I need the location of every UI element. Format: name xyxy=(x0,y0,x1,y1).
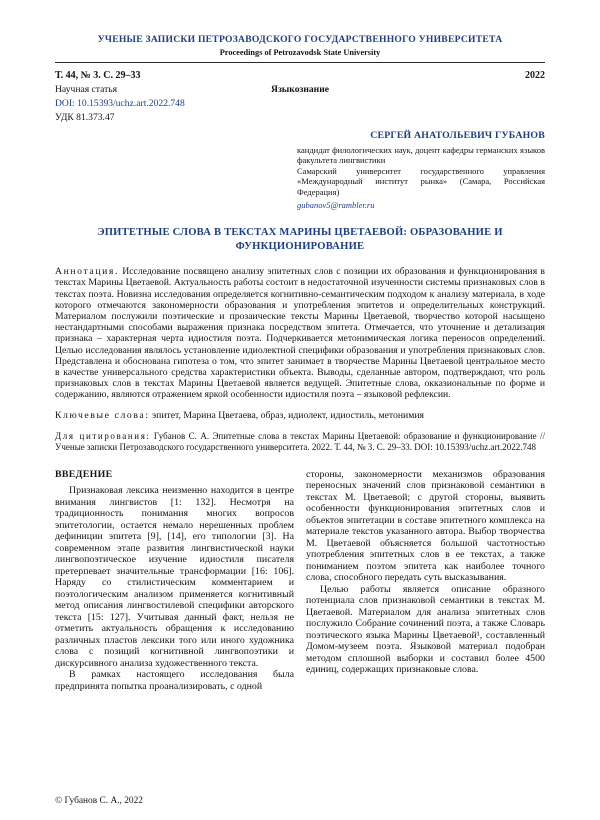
left-column xyxy=(55,469,294,693)
section-label: Языкознание xyxy=(271,84,329,95)
author-email-link[interactable]: gubanov5@rambler.ru xyxy=(297,199,375,210)
copyright-notice: © Губанов С. А., 2022 xyxy=(55,796,143,806)
keywords-paragraph xyxy=(55,410,545,421)
intro-heading: ВВЕДЕНИЕ xyxy=(55,468,113,480)
abstract-text: Исследование посвящено анализу эпитетных слов с позиции их образования и функционирования в текстах Марины Цветаевой. Актуальность работы состоит в недостаточной изученности системы признаковых слов в текстах поэта. Новизна исследования определяется когнитивно-семантическим подходом к анализу материала, в ходе которого отмечаются закономерности образования и употребления эпитетов и определительных конструкций. Материалом послужили поэтические и прозаические тексты Марины Цветаевой, творчество которой насыщено нестандартными способами выражения признака посредством эпитета. Отмечается, что уточнение и детализация признака – характерная черта идиостиля поэта. Подчеркивается метонимическая логика переносов определений. Целью исследования являлось установление идиолектной специфики образования и употребления признаковых слов. Представлена и обоснована гипотеза о том, что эпитет занимает в творчестве Марины Цветаевой центральное место в качестве универсального средства характеристики объекта. Выводы, сделанные автором, подтверждают, что роль признаковых слов в текстах Марины Цветаевой является ведущей. Эпитетные слова, окказиональные по форме и содержанию, являются отражением яркой особенности идиостиля поэта – языковой рефлексии. xyxy=(55,266,545,401)
volume-info: Т. 44, № 3. С. 29–33 xyxy=(55,70,141,81)
body-paragraph: стороны, закономерности механизмов образования переносных значений слов признаковой семантики в текстах М. Цветаевой; с другой стороны, выявить особенности функционирования эпитетных слов и объектов эпитетации в составе эпитетного комплекса на материале текстов указанного автора. Выбор творчества М. Цветаевой объясняется большой частотностью употребления эпитетных слов в ее текстах, а также пониманием поэтом эпитета как наиболее точного слова, способного передать суть высказывания. xyxy=(306,468,545,584)
journal-header xyxy=(55,34,545,57)
two-column-body xyxy=(55,469,545,693)
keywords-text: эпитет, Марина Цветаева, образ, идиолект, идиостиль, метонимия xyxy=(151,410,424,422)
abstract-paragraph xyxy=(55,266,545,400)
volume-year-row xyxy=(55,70,545,81)
publication-year: 2022 xyxy=(525,70,545,81)
abstract-label: Аннотация. xyxy=(55,266,119,278)
header-divider xyxy=(55,62,545,63)
author-affiliation: Самарский университет государственного управления «Международный институт рынка» (Самара, Российская Федерация) xyxy=(297,165,545,197)
doi-link[interactable]: DOI: 10.15393/uchz.art.2022.748 xyxy=(55,98,185,109)
journal-title-en: Proceedings of Petrozavodsk State University xyxy=(219,48,381,57)
article-title: ЭПИТЕТНЫЕ СЛОВА В ТЕКСТАХ МАРИНЫ ЦВЕТАЕВОЙ: ОБРАЗОВАНИЕ И ФУНКЦИОНИРОВАНИЕ xyxy=(97,227,503,253)
author-position: кандидат филологических наук, доцент кафедры германских языков факультета лингвистики xyxy=(297,144,545,166)
body-paragraph: Признаковая лексика неизменно находится в центре внимания лингвистов [1: 132]. Несмотря на традиционность понимания многих вопросов эпитетологии, остается немало нерешенных проблем дефиниции эпитета [9], [14], его типологии [3]. На современном этапе развития лингвистической науки лингвопоэтическое изучение идиостиля писателя претерпевает значительные трансформации [16: 106]. Наряду со стилистическим комментарием и поэтологическим анализом применяется когнитивный метод описания лингвостилевой специфики авторского текста [15: 127]. Учитывая данный факт, нельзя не отметить актуальность обращения к исследованию различных пластов лексики того или иного художника слова с позиций когнитивной лингвопоэтики и дискурсивного анализа художественного текста. xyxy=(55,485,294,669)
udk-code: УДК 81.373.47 xyxy=(55,112,115,123)
journal-title-ru: УЧЕНЫЕ ЗАПИСКИ ПЕТРОЗАВОДСКОГО ГОСУДАРСТВЕННОГО УНИВЕРСИТЕТА xyxy=(97,34,503,45)
body-paragraph: Целью работы является описание образного потенциала слов признаковой семантики в текстах М. Цветаевой. Материалом для анализа эпитетных слов послужило Собрание сочинений поэта, а также Словарь поэтического языка Марины Цветаевой¹, составленный Домом-музеем поэта. Языковой материал подобран методом сплошной выборки и составил более 4500 единиц, содержащих признаковые слова. xyxy=(306,583,545,676)
keywords-label: Ключевые слова: xyxy=(55,410,150,422)
author-name: СЕРГЕЙ АНАТОЛЬЕВИЧ ГУБАНОВ xyxy=(370,130,545,141)
author-block xyxy=(297,131,545,210)
right-column xyxy=(306,469,545,693)
body-paragraph: В рамках настоящего исследования была предпринята попытка проанализировать, с одной xyxy=(55,669,294,692)
article-type: Научная статья xyxy=(55,84,118,95)
type-section-row xyxy=(55,84,545,95)
citation-text: Губанов С. А. Эпитетные слова в текстах Марины Цветаевой: образование и функционирование // Ученые записки Петрозаводского государственного университета. 2022. Т. 44, № 3. С. 29–33. DOI: 10.15393/uchz.art.2022.748 xyxy=(55,431,546,452)
citation-paragraph xyxy=(55,431,545,453)
citation-label: Для цитирования: xyxy=(55,431,151,442)
